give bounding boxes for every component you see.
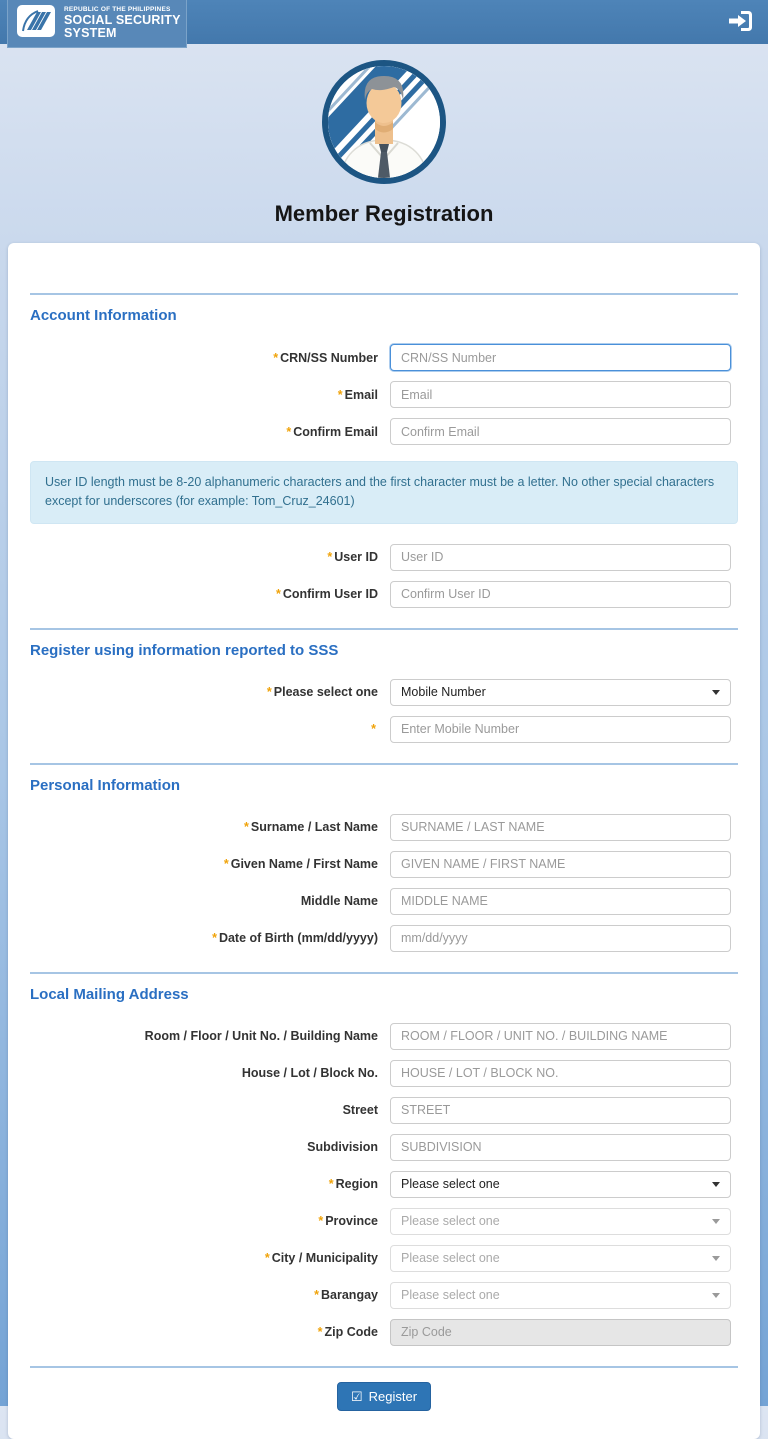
surname-row [30,814,738,841]
sss-logo-block[interactable] [7,0,187,48]
required-asterisk: * [212,931,217,946]
email-label: * Email [337,387,378,402]
logo-line-republic: REPUBLIC OF THE PHILIPPINES [64,6,171,14]
confirm-user-id-input[interactable] [390,581,731,608]
street-input[interactable] [390,1097,731,1124]
house-row [30,1060,738,1087]
required-asterisk: * [371,722,376,737]
crn-label: * CRN/SS Number [273,350,378,365]
building-input[interactable] [390,1023,731,1050]
chevron-down-icon [712,1256,720,1261]
user-id-note: User ID length must be 8-20 alphanumeric characters and the first character must be a letter. No other special characters except for underscores (for example: Tom_Cruz_24601) [30,461,738,524]
user-id-row [30,544,738,571]
section-divider [30,972,738,974]
required-asterisk: * [314,1288,320,1303]
email-input[interactable] [390,381,731,408]
sign-in-icon[interactable] [726,10,754,34]
confirm-email-row [30,418,738,445]
city-label: * City / Municipality [264,1251,378,1266]
chevron-down-icon [712,1293,720,1298]
required-asterisk: * [266,685,272,700]
building-row [30,1023,738,1050]
member-avatar-icon [320,58,448,191]
street-label: Street [342,1103,378,1118]
mobile-number-input[interactable] [390,716,731,743]
middle-name-row [30,888,738,915]
chevron-down-icon [712,1182,720,1187]
required-asterisk: * [273,350,279,365]
birth-date-row [30,925,738,952]
logo-line-social-security: SOCIAL SECURITY [64,13,181,28]
required-asterisk: * [328,1177,334,1192]
street-row [30,1097,738,1124]
section-divider [30,628,738,630]
birth-date-label: * Date of Birth (mm/dd/yyyy) [212,931,378,946]
subdivision-label: Subdivision [307,1140,378,1155]
middle-name-input[interactable] [390,888,731,915]
required-asterisk: * [275,587,281,602]
sss-info-heading: Register using information reported to SSS [30,641,339,659]
user-id-input[interactable] [390,544,731,571]
personal-information-heading: Personal Information [30,776,181,794]
report-type-label: * Please select one [266,685,378,700]
city-row [30,1245,738,1272]
confirm-email-input[interactable] [390,418,731,445]
city-select[interactable]: Please select one [390,1245,731,1272]
chevron-down-icon [712,1219,720,1224]
required-asterisk: * [327,550,333,565]
subdivision-input[interactable] [390,1134,731,1161]
building-label: Room / Floor / Unit No. / Building Name [144,1029,378,1044]
user-id-label: * User ID [327,550,378,565]
surname-input[interactable] [390,814,731,841]
house-input[interactable] [390,1060,731,1087]
chevron-down-icon [712,690,720,695]
region-select[interactable]: Please select one [390,1171,731,1198]
mobile-number-label [30,722,378,736]
barangay-row [30,1282,738,1309]
region-label: * Region [328,1177,378,1192]
given-name-row [30,851,738,878]
section-divider [30,293,738,295]
local-mailing-address-heading: Local Mailing Address [30,985,189,1003]
confirm-email-label: * Confirm Email [286,424,378,439]
birth-date-input[interactable] [390,925,731,952]
crn-row [30,344,738,371]
surname-label: * Surname / Last Name [243,820,378,835]
report-type-select[interactable]: Mobile Number [390,679,731,706]
confirm-user-id-label: * Confirm User ID [275,587,378,602]
required-asterisk: * [286,424,292,439]
mobile-number-row [30,716,738,743]
agency-name [64,7,181,39]
middle-name-label: Middle Name [300,894,378,909]
region-row [30,1171,738,1198]
zip-code-label: * Zip Code [317,1325,378,1340]
register-button[interactable]: ☑ Register [337,1382,431,1411]
subdivision-row [30,1134,738,1161]
sss-logo-icon [16,4,56,43]
required-asterisk: * [337,387,343,402]
given-name-label: * Given Name / First Name [223,857,378,872]
page-title: Member Registration [274,201,494,226]
given-name-input[interactable] [390,851,731,878]
section-divider [30,763,738,765]
registration-form-card [8,243,760,1439]
required-asterisk: * [318,1214,324,1229]
required-asterisk: * [243,820,249,835]
province-select[interactable]: Please select one [390,1208,731,1235]
logo-line-system: SYSTEM [64,25,117,40]
email-row [30,381,738,408]
barangay-label: * Barangay [314,1288,378,1303]
house-label: House / Lot / Block No. [241,1066,378,1081]
required-asterisk: * [223,857,229,872]
zip-code-input [390,1319,731,1346]
account-information-heading: Account Information [30,307,177,324]
checkbox-check-icon: ☑ [350,1388,363,1404]
top-navbar [0,0,768,44]
barangay-select[interactable]: Please select one [390,1282,731,1309]
required-asterisk: * [317,1325,323,1340]
form-actions [30,1382,738,1411]
required-asterisk: * [264,1251,270,1266]
section-divider [30,1366,738,1368]
hero-section [0,44,768,227]
province-row [30,1208,738,1235]
report-type-row [30,679,738,706]
province-label: * Province [318,1214,378,1229]
crn-input[interactable] [390,344,731,371]
zip-code-row [30,1319,738,1346]
confirm-user-id-row [30,581,738,608]
